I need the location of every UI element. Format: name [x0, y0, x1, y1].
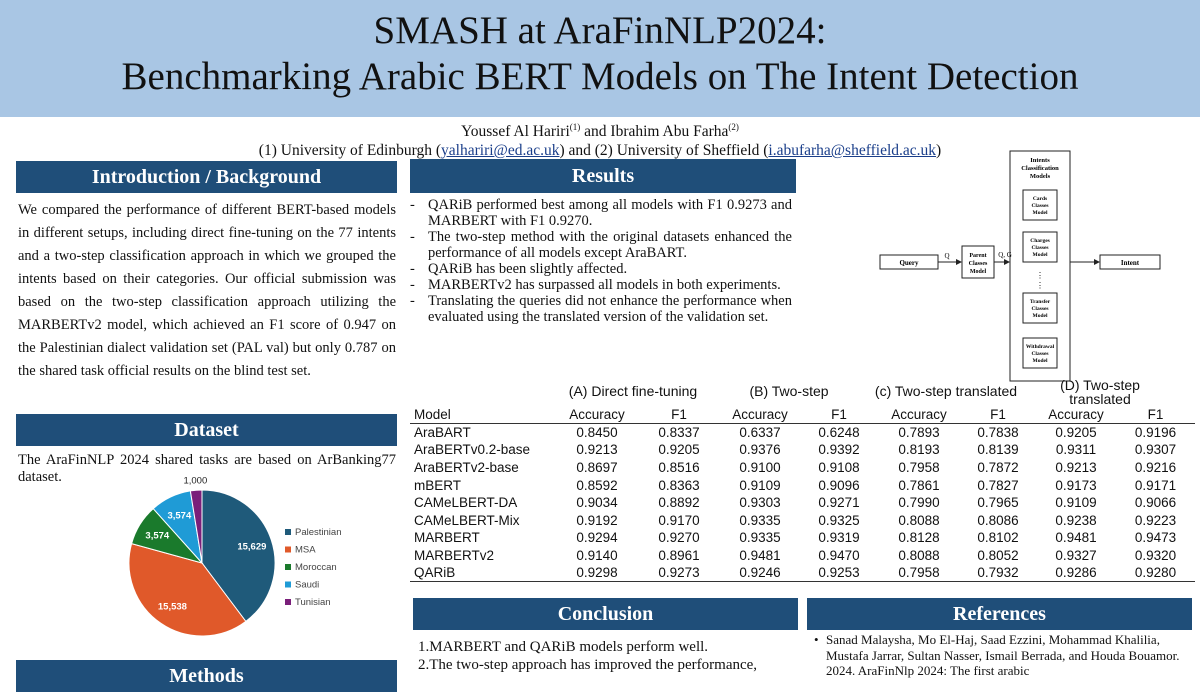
parent-label-1: Parent [969, 253, 987, 259]
cards-label-2: Classes [1031, 203, 1049, 209]
metric-cell: 0.7932 [977, 565, 1019, 581]
conclusion-heading: Conclusion [413, 598, 798, 630]
col-header-accuracy: Accuracy [1048, 407, 1104, 423]
metric-cell: 0.9205 [1055, 425, 1097, 441]
metric-cell: 0.9171 [1134, 477, 1177, 493]
metric-cell: 0.7958 [898, 565, 940, 581]
author-2: Ibrahim Abu Farha [610, 123, 729, 141]
metric-cell: 0.9213 [1055, 460, 1097, 476]
table-group-headers [410, 378, 1195, 406]
metric-cell: 0.7872 [977, 460, 1019, 476]
metric-cell: 0.8193 [898, 442, 940, 458]
ellipsis-dots-2: ⋮ [1036, 281, 1044, 290]
metric-cell: 0.9376 [739, 442, 781, 458]
metric-cell: 0.9470 [818, 548, 860, 564]
transfer-label-3: Model [1032, 313, 1048, 319]
metric-cell: 0.7965 [977, 495, 1019, 511]
charges-label-1: Charges [1030, 238, 1050, 244]
col-header-f1: F1 [1147, 407, 1164, 423]
legend-label: Tunisian [295, 597, 331, 608]
parent-label-3: Model [969, 269, 987, 275]
affiliation-close: ) [936, 142, 942, 160]
query-arrow-label: Q [944, 252, 950, 260]
metric-cell: 0.9320 [1134, 548, 1177, 564]
charges-label-2: Classes [1031, 245, 1049, 251]
metric-cell: 0.9335 [739, 512, 781, 528]
col-header-f1: F1 [831, 407, 847, 423]
legend-swatch [285, 564, 291, 570]
results-table [410, 406, 1195, 582]
withdrawal-label-2: Classes [1031, 351, 1049, 357]
email-link-2[interactable]: i.abufarha@sheffield.ac.uk [768, 142, 937, 160]
cards-model-box [1023, 190, 1057, 220]
metric-cell: 0.9246 [739, 565, 781, 581]
withdrawal-label-3: Model [1032, 358, 1048, 364]
poster-title [0, 0, 1200, 100]
withdrawal-model-box [1023, 338, 1057, 368]
metric-cell: 0.9216 [1134, 460, 1177, 476]
container-title-2: Classification [1021, 165, 1059, 172]
pie-value-label: 1,000 [183, 475, 208, 487]
metric-cell: 0.7861 [898, 477, 940, 493]
conclusion-item: 2.The two-step approach has improved the performance, [418, 657, 758, 673]
metric-cell: 0.8088 [898, 548, 940, 564]
metric-cell: 0.9140 [576, 548, 618, 564]
model-name-cell: CAMeLBERT-DA [414, 495, 518, 511]
query-label: Query [899, 259, 919, 267]
metric-cell: 0.8139 [977, 442, 1019, 458]
cards-label-3: Model [1032, 210, 1048, 216]
results-bullet: - Translating the queries did not enhance the performance when evaluated using the translated version of the validation set. [410, 293, 792, 325]
author-1: Youssef Al Hariri [461, 123, 570, 141]
results-bullet: - MARBERTv2 has surpassed all models in both experiments. [410, 277, 792, 293]
table-row [410, 459, 1195, 477]
metric-cell: 0.9270 [658, 530, 700, 546]
metric-cell: 0.8697 [576, 460, 618, 476]
transfer-model-box [1023, 293, 1057, 323]
col-header-f1: F1 [990, 407, 1006, 423]
col-header-accuracy: Accuracy [569, 407, 625, 423]
legend-label: Palestinian [295, 527, 342, 538]
author-and: and [580, 123, 611, 141]
intent-label: Intent [1120, 259, 1140, 267]
metric-cell: 0.8102 [977, 530, 1019, 546]
legend-swatch [285, 529, 291, 535]
results-bullet: - The two-step method with the original datasets enhanced the performance of all models except AraBART. [410, 229, 792, 261]
metric-cell: 0.8363 [658, 477, 700, 493]
metric-cell: 0.9280 [1134, 565, 1177, 581]
metric-cell: 0.8052 [977, 548, 1019, 564]
metric-cell: 0.9303 [739, 495, 781, 511]
affiliation-1: (1) University of Edinburgh ( [258, 142, 442, 160]
model-name-cell: CAMeLBERT-Mix [414, 512, 520, 528]
charges-model-box [1023, 232, 1057, 262]
container-title-3: Models [1029, 173, 1051, 180]
metric-cell: 0.9307 [1134, 442, 1177, 458]
author-names [0, 118, 1200, 141]
transfer-label-2: Classes [1031, 306, 1049, 312]
metric-cell: 0.7893 [898, 425, 940, 441]
model-name-cell: AraBART [414, 425, 471, 441]
diagram-svg [875, 148, 1175, 383]
intro-body: We compared the performance of different BERT-based models in different setups, including direct fine-tuning on the 77 intents and a two-step classification approach in which we grouped the intents based on their categories. Our official submission was based on the two-step classification approach utilizing the MARBERTv2 model, which achieved an F1 score of 0.947 on the Palestinian dialect validation set (PAL val) but only 0.787 on the shared task official results on the blind test set. [18, 202, 396, 379]
title-banner [0, 0, 1200, 117]
metric-cell: 0.9205 [658, 442, 700, 458]
legend-label: Moroccan [295, 562, 337, 573]
dataset-heading: Dataset [16, 414, 397, 446]
metric-cell: 0.7838 [977, 425, 1019, 441]
pie-value-label: 15,629 [237, 541, 267, 553]
metric-cell: 0.9481 [1055, 530, 1097, 546]
metric-cell: 0.9481 [739, 548, 781, 564]
legend-label: MSA [295, 544, 316, 556]
legend-swatch [285, 582, 291, 588]
metric-cell: 0.9253 [818, 565, 860, 581]
conclusion-list [418, 638, 803, 674]
title-line-1: SMASH at AraFinNLP2024: [373, 9, 827, 52]
metric-cell: 0.9096 [818, 477, 860, 493]
author-2-affil: (2) [728, 122, 739, 132]
transfer-label-1: Transfer [1029, 299, 1051, 305]
table-row [410, 529, 1195, 547]
metric-cell: 0.9319 [818, 530, 860, 546]
metric-cell: 0.9325 [818, 512, 860, 528]
metric-cell: 0.9273 [658, 565, 700, 581]
metric-cell: 0.7827 [977, 477, 1019, 493]
metric-cell: 0.9100 [739, 460, 781, 476]
conclusion-item: 1.MARBERT and QARiB models perform well. [418, 639, 709, 655]
model-name-cell: AraBERTv2-base [414, 460, 519, 476]
metric-cell: 0.9271 [818, 495, 860, 511]
metric-cell: 0.9034 [576, 495, 618, 511]
metric-cell: 0.8128 [898, 530, 940, 546]
col-header-accuracy: Accuracy [732, 407, 788, 423]
metric-cell: 0.8450 [576, 425, 618, 441]
metric-cell: 0.6337 [739, 425, 781, 441]
legend-label: Saudi [295, 579, 320, 591]
metric-cell: 0.8961 [658, 548, 700, 564]
pie-value-label: 15,538 [157, 601, 187, 613]
metric-cell: 0.9173 [1055, 477, 1097, 493]
group-header-c: (c) Two-step translated [874, 383, 1018, 399]
withdrawal-label-1: Withdrawal [1025, 344, 1055, 350]
metric-cell: 0.9109 [1055, 495, 1097, 511]
metric-cell: 0.9473 [1134, 530, 1177, 546]
pie-value-label: 3,574 [167, 510, 192, 522]
metric-cell: 0.9170 [658, 512, 700, 528]
reference-entry: • Sanad Malaysha, Mo El-Haj, Saad Ezzini, Mohammad Khalilia, Mustafa Jarrar, Sultan Nasser, Ismail Berrada, and Houda Bouamor. 2024. AraFinNlp 2024: The first arabic [812, 632, 1187, 679]
model-name-cell: MARBERTv2 [414, 548, 495, 564]
metric-cell: 0.9192 [576, 512, 618, 528]
metric-cell: 0.9238 [1055, 512, 1097, 528]
references-heading: References [807, 598, 1192, 630]
cards-label-1: Cards [1032, 196, 1048, 202]
title-line-2: Benchmarking Arabic BERT Models on The Intent Detection [121, 55, 1079, 98]
table-header-row [410, 406, 1195, 424]
parent-label-2: Classes [968, 261, 988, 267]
table-row [410, 441, 1195, 459]
metric-cell: 0.9066 [1134, 495, 1177, 511]
methods-heading: Methods [16, 660, 397, 692]
metric-cell: 0.9294 [576, 530, 618, 546]
group-header-b: (B) Two-step [749, 383, 829, 399]
dataset-body: The AraFinNLP 2024 shared tasks are based on ArBanking77 dataset. [18, 452, 396, 485]
pie-value-label: 3,574 [145, 530, 170, 542]
results-bullet: - QARiB has been slightly affected. [410, 261, 792, 277]
results-heading: Results [410, 159, 796, 193]
model-name-cell: QARiB [414, 565, 456, 581]
metric-cell: 0.8337 [658, 425, 700, 441]
legend-swatch [285, 547, 291, 553]
table-row [410, 424, 1195, 442]
metric-cell: 0.9286 [1055, 565, 1097, 581]
metric-cell: 0.8088 [898, 512, 940, 528]
metric-cell: 0.9213 [576, 442, 618, 458]
metric-cell: 0.7958 [898, 460, 940, 476]
metric-cell: 0.8592 [576, 477, 618, 493]
metric-cell: 0.8086 [977, 512, 1019, 528]
metric-cell: 0.8516 [658, 460, 700, 476]
model-name-cell: MARBERT [414, 530, 480, 546]
ellipsis-dots: ⋮ [1036, 271, 1044, 280]
legend-swatch [285, 599, 291, 605]
author-1-affil: (1) [569, 122, 581, 132]
table-row [410, 512, 1195, 530]
table-row [410, 494, 1195, 512]
metric-cell: 0.9327 [1055, 548, 1097, 564]
group-header-a: (A) Direct fine-tuning [568, 383, 698, 399]
dataset-pie-chart [95, 475, 385, 653]
metric-cell: 0.9392 [818, 442, 860, 458]
metric-cell: 0.9223 [1134, 512, 1177, 528]
model-name-cell: mBERT [414, 477, 462, 493]
table-row [410, 547, 1195, 565]
results-bullet: - QARiB performed best among all models with F1 0.9273 and MARBERT with F1 0.9270. [410, 197, 792, 229]
metric-cell: 0.9335 [739, 530, 781, 546]
two-step-diagram [875, 148, 1175, 383]
group-header-d: (D) Two-step translated [1060, 377, 1140, 407]
metric-cell: 0.8892 [658, 495, 700, 511]
charges-label-3: Model [1032, 252, 1048, 258]
col-header-f1: F1 [671, 407, 687, 423]
metric-cell: 0.9311 [1055, 442, 1097, 458]
container-title-1: Intents [1030, 157, 1050, 164]
metric-cell: 0.9196 [1134, 425, 1177, 441]
metric-cell: 0.9108 [818, 460, 860, 476]
affiliation-2: ) and (2) University of Sheffield ( [559, 142, 769, 160]
pie-svg [95, 475, 385, 653]
email-link-1[interactable]: yalhariri@ed.ac.uk [441, 142, 560, 160]
table-row [410, 564, 1195, 582]
intro-heading: Introduction / Background [16, 161, 397, 193]
table-row [410, 476, 1195, 494]
results-list [410, 197, 792, 325]
col-header-model: Model [414, 407, 451, 423]
metric-cell: 0.7990 [898, 495, 940, 511]
model-name-cell: AraBERTv0.2-base [414, 442, 531, 458]
metric-cell: 0.6248 [818, 425, 860, 441]
parent-arrow-label: Q, G [998, 251, 1012, 259]
col-header-accuracy: Accuracy [891, 407, 947, 423]
metric-cell: 0.9298 [576, 565, 618, 581]
metric-cell: 0.9109 [739, 477, 781, 493]
